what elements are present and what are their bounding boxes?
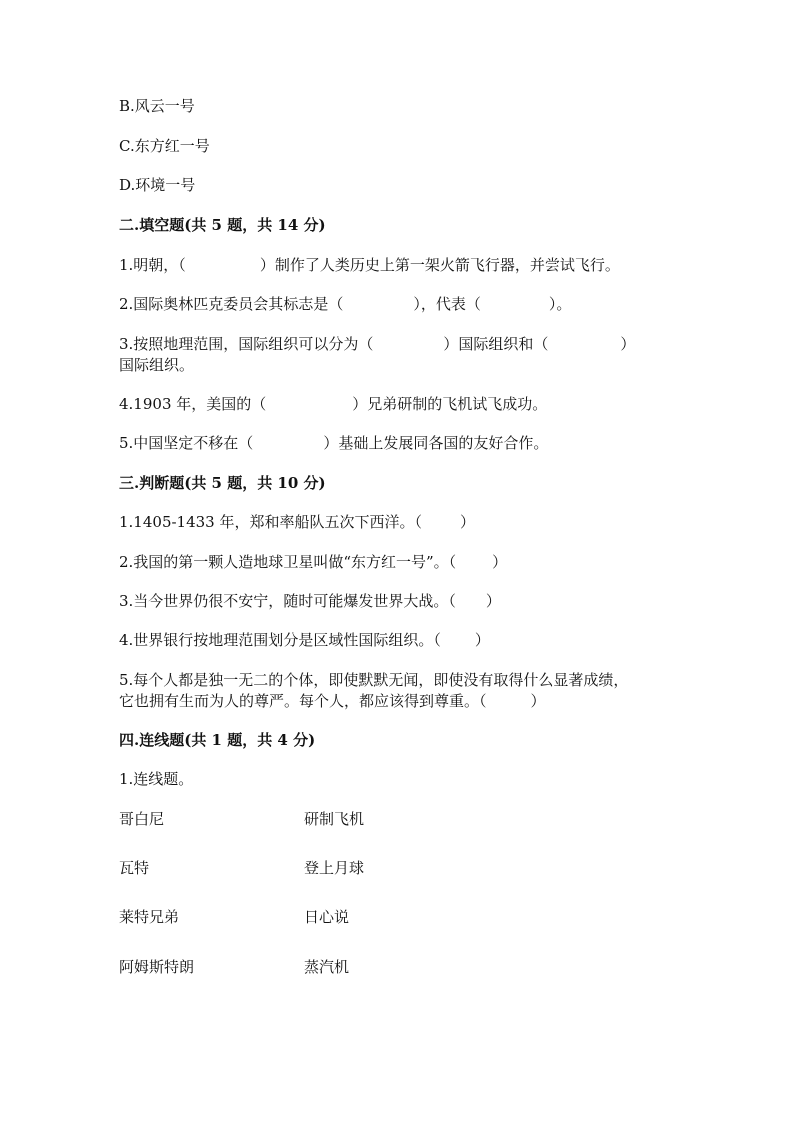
question-text: ）兄弟研制的飞机试飞成功。 xyxy=(352,395,548,413)
question-text: ） xyxy=(530,692,546,710)
question-text: 1.明朝，（ xyxy=(119,256,186,274)
fill-question-2 xyxy=(119,294,571,315)
match-left-item[interactable]: 哥白尼 xyxy=(119,810,165,828)
question-text: 它也拥有生而为人的尊严。每个人，都应该得到尊重。（ xyxy=(119,692,487,710)
question-text: ） xyxy=(492,553,508,571)
judge-question-5-continued xyxy=(119,691,546,712)
match-right-item[interactable]: 日心说 xyxy=(304,908,350,926)
option-d: D.环境一号 xyxy=(119,176,196,194)
question-text: 3.按照地理范围，国际组织可以分为（ xyxy=(119,335,374,353)
fill-question-3 xyxy=(119,334,635,355)
question-text: 4.世界银行按地理范围划分是区域性国际组织。（ xyxy=(119,631,441,649)
section-heading-true-false: 三.判断题(共 5 题，共 10 分) xyxy=(119,474,326,492)
judge-question-2 xyxy=(119,552,507,573)
judge-question-5: 5.每个人都是独一无二的个体，即使默默无闻，即使没有取得什么显著成绩， xyxy=(119,671,629,689)
section-heading-matching: 四.连线题(共 1 题，共 4 分) xyxy=(119,731,316,749)
question-text: ） xyxy=(485,592,501,610)
question-text: 2.国际奥林匹克委员会其标志是（ xyxy=(119,295,344,313)
question-text: 2.我国的第一颗人造地球卫星叫做“东方红一号”。（ xyxy=(119,553,457,571)
question-text: 3.当今世界仍很不安宁，随时可能爆发世界大战。（ xyxy=(119,592,456,610)
question-text: ） xyxy=(620,335,636,353)
fill-question-3-continued: 国际组织。 xyxy=(119,356,195,374)
match-left-item[interactable]: 阿姆斯特朗 xyxy=(119,958,195,976)
section-heading-fill-in: 二.填空题(共 5 题，共 14 分) xyxy=(119,216,326,234)
option-c: C.东方红一号 xyxy=(119,137,210,155)
question-text: 4.1903 年，美国的（ xyxy=(119,395,267,413)
question-text: ） xyxy=(474,631,490,649)
fill-question-4 xyxy=(119,394,547,415)
match-right-item[interactable]: 登上月球 xyxy=(304,859,365,877)
match-right-item[interactable]: 蒸汽机 xyxy=(304,958,350,976)
question-text: ）制作了人类历史上第一架火箭飞行器，并尝试飞行。 xyxy=(259,256,620,274)
judge-question-1 xyxy=(119,512,475,533)
judge-question-3 xyxy=(119,591,501,612)
fill-question-1 xyxy=(119,255,620,276)
question-text: 1.1405-1433 年，郑和率船队五次下西洋。（ xyxy=(119,513,422,531)
match-left-item[interactable]: 瓦特 xyxy=(119,859,150,877)
match-left-item[interactable]: 莱特兄弟 xyxy=(119,908,180,926)
question-text: ）。 xyxy=(548,295,572,313)
question-text: 5.中国坚定不移在（ xyxy=(119,434,254,452)
judge-question-4 xyxy=(119,630,490,651)
match-right-item[interactable]: 研制飞机 xyxy=(304,810,365,828)
option-b: B.风云一号 xyxy=(119,97,195,115)
question-text: ），代表（ xyxy=(413,295,481,313)
matching-question-1: 1.连线题。 xyxy=(119,770,194,788)
fill-question-5 xyxy=(119,433,548,454)
question-text: ） xyxy=(460,513,476,531)
question-text: ）基础上发展同各国的友好合作。 xyxy=(323,434,549,452)
question-text: ）国际组织和（ xyxy=(443,335,549,353)
